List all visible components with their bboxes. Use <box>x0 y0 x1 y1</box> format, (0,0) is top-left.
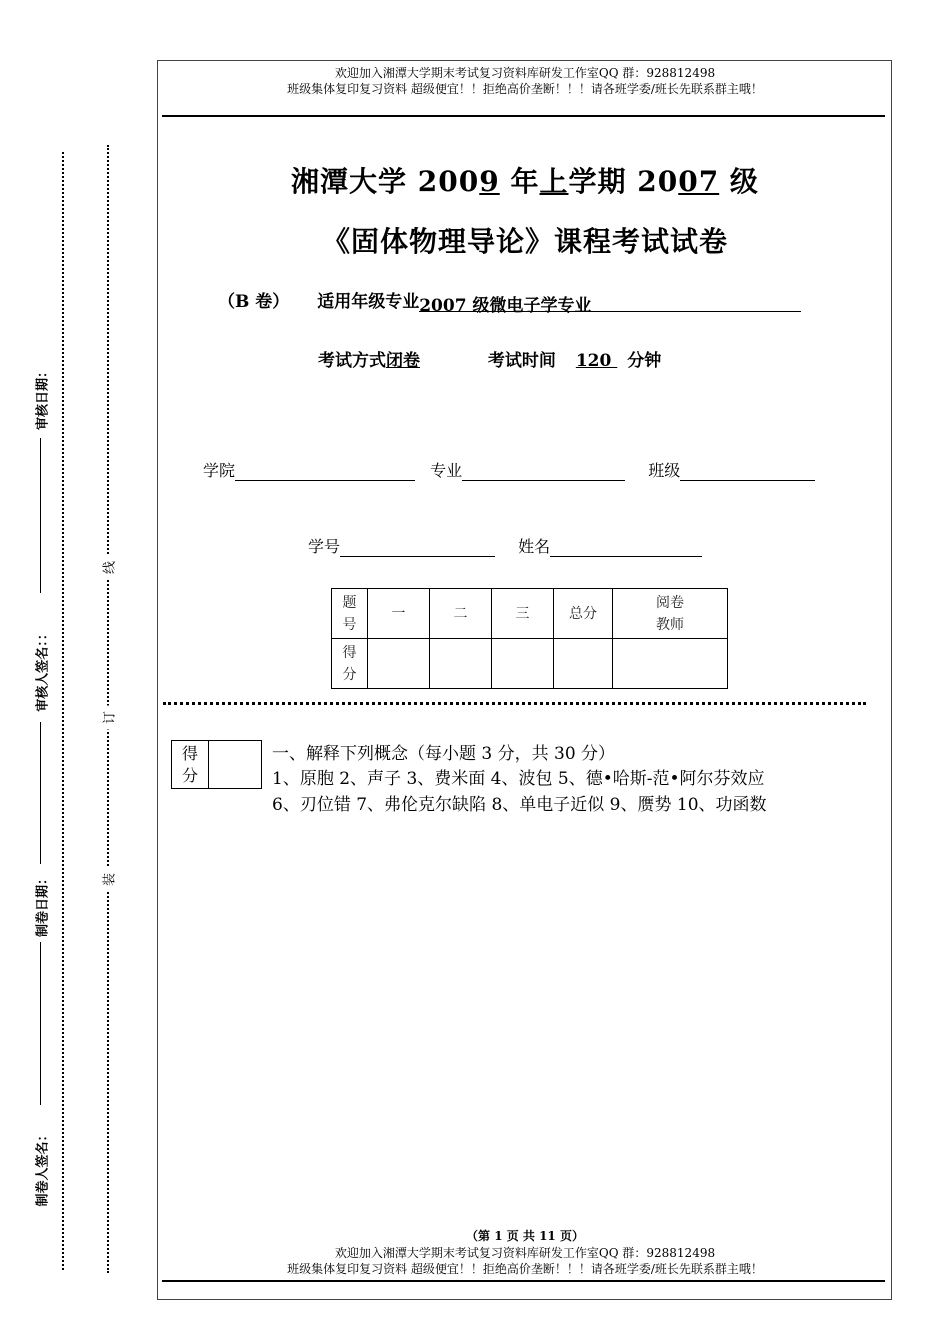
time-value: 120 <box>575 351 618 371</box>
applicable-value: 2007 级微电子学专业 <box>419 296 592 316</box>
name-field[interactable] <box>550 540 702 557</box>
major-field[interactable] <box>462 464 625 481</box>
reviewer-sign-cell[interactable] <box>613 639 728 689</box>
score-cell-total[interactable] <box>554 639 613 689</box>
page-number: （第 1 页 共 11 页） <box>466 1229 584 1243</box>
section1-score-label: 得 分 <box>172 741 209 789</box>
column-1: 一 <box>368 589 430 639</box>
section1-score-box <box>171 740 262 789</box>
reviewer-sign-label: 审核人签名：： <box>35 627 51 712</box>
section1-items-1: 1、原胞 2、声子 3、费米面 4、波包 5、德•哈斯-范•阿尔芬效应 <box>272 769 765 789</box>
binding-ding: 订 <box>99 706 118 730</box>
class-label: 班级 <box>648 461 681 480</box>
section1-title: 一、解释下列概念（每小题 3 分，共 30 分） <box>272 744 616 764</box>
college-field[interactable] <box>235 464 415 481</box>
major-label: 专业 <box>430 461 463 480</box>
header-label-cell: 题 号 <box>332 589 368 639</box>
score-cell-2[interactable] <box>430 639 492 689</box>
column-total: 总分 <box>554 589 613 639</box>
student-fields-row-1 <box>203 458 815 481</box>
margin-sign-line-2 <box>40 722 41 864</box>
margin-sign-line-1 <box>40 438 41 593</box>
dotted-separator <box>163 702 866 705</box>
footer-line-1: 欢迎加入湘潭大学期末考试复习资料库研发工作室QQ 群：928812498 <box>334 1246 716 1260</box>
student-fields-row-2 <box>308 534 702 557</box>
score-cell-3[interactable] <box>492 639 554 689</box>
score-label-cell: 得 分 <box>332 639 368 689</box>
college-label: 学院 <box>203 461 236 480</box>
paper-type: （B 卷） <box>218 292 290 312</box>
footer-line-2: 班级集体复印复习资料 超级便宜！！拒绝高价垄断！！！请各班学委/班长先联系群主哦！ <box>287 1262 763 1276</box>
class-field[interactable] <box>680 464 815 481</box>
time-unit: 分钟 <box>627 351 662 371</box>
header-line-2: 班级集体复印复习资料 超级便宜！！拒绝高价垄断！！！请各班学委/班长先联系群主哦！ <box>287 82 763 96</box>
section1-items-2: 6、刃位错 7、弗伦克尔缺陷 8、单电子近似 9、赝势 10、功函数 <box>272 795 767 815</box>
title-line-1: 湘潭大学 2009 年上学期 2007 级 <box>291 165 759 198</box>
margin-sign-line-3 <box>40 942 41 1105</box>
score-cell-1[interactable] <box>368 639 430 689</box>
binding-xian: 线 <box>99 556 118 580</box>
column-2: 二 <box>430 589 492 639</box>
score-table <box>331 588 728 689</box>
header-line-1: 欢迎加入湘潭大学期末考试复习资料库研发工作室QQ 群：928812498 <box>334 66 716 80</box>
binding-zhuang: 装 <box>99 868 118 892</box>
method-label: 考试方式 <box>318 351 386 371</box>
make-date-label: 制卷日期： <box>35 872 51 938</box>
method-value: 闭卷 <box>386 351 420 371</box>
applicable-label: 适用年级专业 <box>317 292 420 312</box>
exam-info-row <box>218 287 801 316</box>
header-rule <box>162 115 885 117</box>
review-date-label: 审核日期： <box>35 365 51 431</box>
maker-sign-label: 制卷人签名： <box>35 1128 51 1207</box>
margin-dotted-line-left <box>62 152 64 1270</box>
time-label: 考试时间 <box>487 351 556 371</box>
student-id-field[interactable] <box>340 540 495 557</box>
column-3: 三 <box>492 589 554 639</box>
exam-method-row <box>318 346 661 371</box>
name-label: 姓名 <box>518 537 551 556</box>
course-title: 《固体物理导论》课程考试试卷 <box>321 225 728 258</box>
footer-rule <box>162 1280 885 1282</box>
section1-score-cell[interactable] <box>209 741 262 789</box>
reviewer-cell: 阅卷 教师 <box>613 589 728 639</box>
student-id-label: 学号 <box>308 537 341 556</box>
